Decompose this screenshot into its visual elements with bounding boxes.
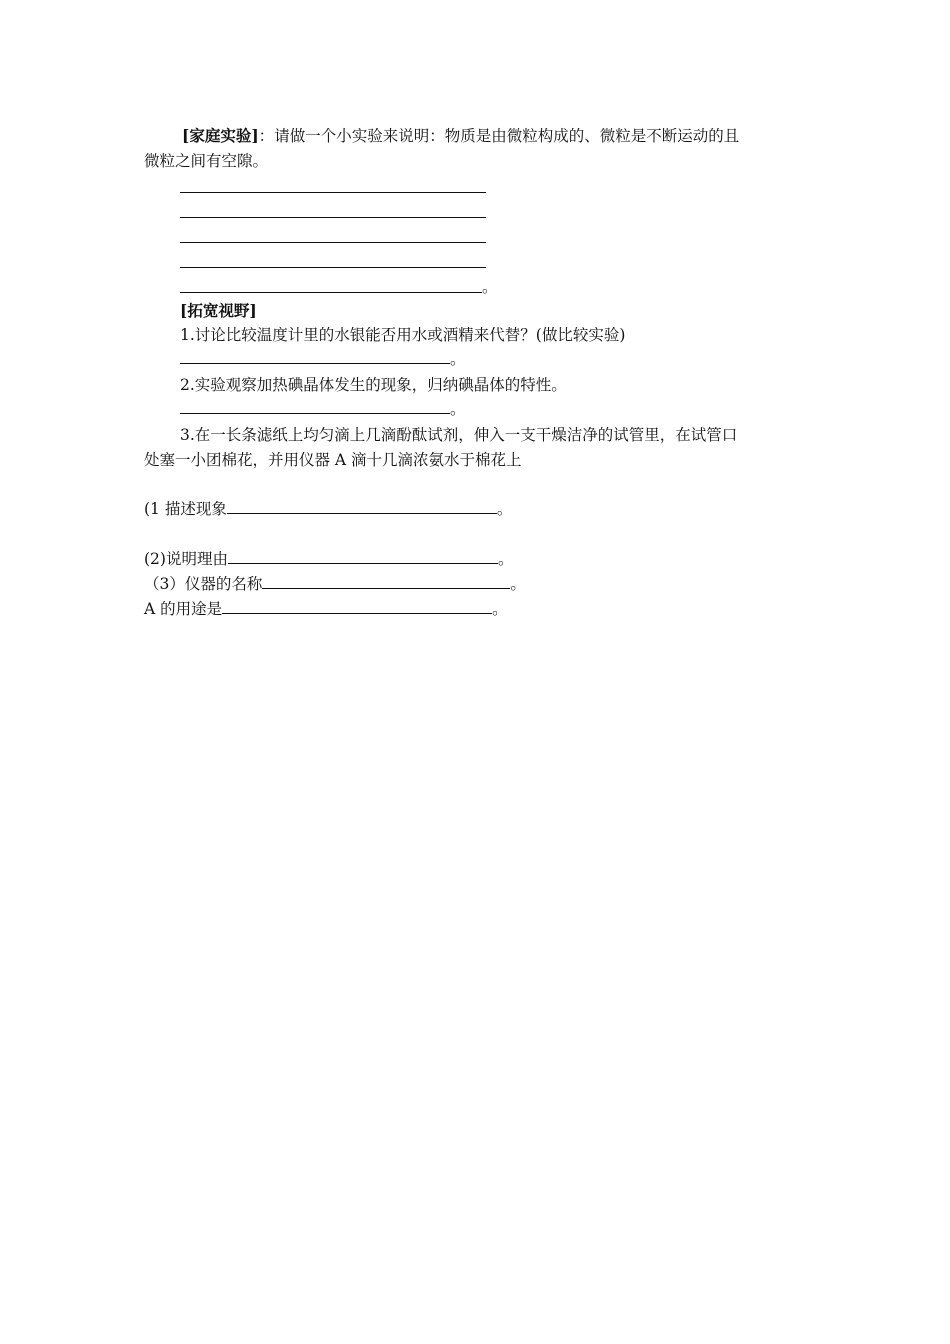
question-1-answer xyxy=(180,348,466,370)
sub-question-3 xyxy=(144,573,526,595)
sub-question-4-blank[interactable] xyxy=(222,598,492,614)
home-experiment-colon: ： xyxy=(258,127,275,145)
question-3-line2: 处塞一小团棉花，并用仪器 A 滴十几滴浓氨水于棉花上 xyxy=(144,451,522,469)
sub-question-2-blank[interactable] xyxy=(228,548,498,564)
sub-question-3-end: 。 xyxy=(510,575,526,593)
answer-line-3[interactable] xyxy=(180,242,486,243)
answer-line-5-end: 。 xyxy=(482,278,498,296)
question-1-end: 。 xyxy=(450,350,466,368)
sub-question-1-label: (1 描述现象 xyxy=(144,500,227,518)
question-2-answer xyxy=(180,398,466,420)
sub-question-3-label: （3）仪器的名称 xyxy=(144,575,263,593)
sub-question-1-end: 。 xyxy=(496,500,513,518)
sub-question-2 xyxy=(144,548,513,570)
sub-question-4 xyxy=(144,598,508,620)
question-2-blank[interactable] xyxy=(180,398,450,414)
sub-question-1 xyxy=(144,498,512,520)
question-2-end: 。 xyxy=(450,400,466,418)
home-experiment-line1 xyxy=(182,125,739,147)
sub-question-1-blank[interactable] xyxy=(227,498,497,514)
answer-line-5[interactable] xyxy=(180,292,482,293)
sub-question-4-end: 。 xyxy=(492,600,508,618)
sub-question-4-label: A 的用途是 xyxy=(144,600,223,618)
answer-line-2[interactable] xyxy=(180,217,486,218)
answer-line-4[interactable] xyxy=(180,267,486,268)
question-1: 1.讨论比较温度计里的水银能否用水或酒精来代替？(做比较实验) xyxy=(180,326,626,344)
sub-question-2-end: 。 xyxy=(497,550,514,568)
question-2: 2.实验观察加热碘晶体发生的现象，归纳碘晶体的特性。 xyxy=(180,376,567,394)
home-experiment-heading: [家庭实验] xyxy=(182,126,259,145)
answer-line-1[interactable] xyxy=(180,192,486,193)
broaden-heading: [拓宽视野] xyxy=(180,301,257,320)
question-3-line1: 3.在一长条滤纸上均匀滴上几滴酚酞试剂，伸入一支干燥洁净的试管里，在试管口 xyxy=(180,426,738,444)
sub-question-2-label: (2)说明理由 xyxy=(144,550,228,568)
home-experiment-line2: 微粒之间有空隙。 xyxy=(144,152,269,170)
sub-question-3-blank[interactable] xyxy=(262,573,510,589)
home-experiment-text: 请做一个小实验来说明：物质是由微粒构成的、微粒是不断运动的且 xyxy=(274,127,740,145)
question-1-blank[interactable] xyxy=(180,348,450,364)
